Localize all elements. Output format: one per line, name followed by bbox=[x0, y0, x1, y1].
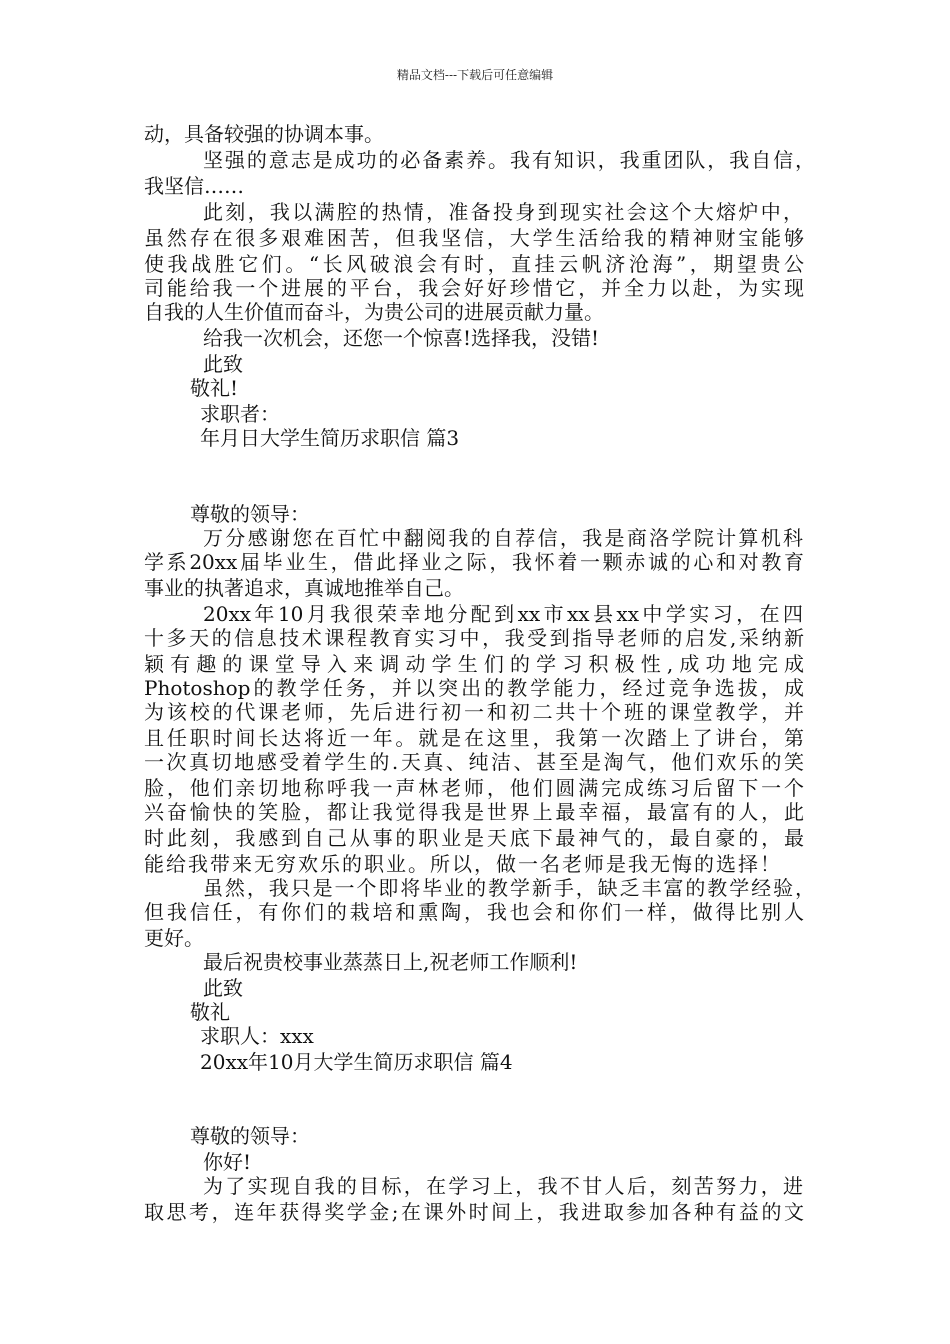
text-line: 万分感谢您在百忙中翻阅我的自荐信，我是商洛学院计算机科 bbox=[203, 526, 803, 550]
text-line: 求职者： bbox=[200, 402, 280, 426]
text-line: 坚强的意志是成功的必备素养。我有知识，我重团队，我自信， bbox=[203, 148, 815, 172]
text-line: 颖有趣的课堂导入来调动学生们的学习积极性,成功地完成 bbox=[144, 652, 804, 676]
text-line: 此致 bbox=[203, 976, 243, 1000]
text-line: 给我一次机会，还您一个惊喜!选择我，没错! bbox=[203, 326, 600, 350]
text-line: 为该校的代课老师，先后进行初一和初二共十个班的课堂教学，并 bbox=[144, 700, 804, 724]
text-line: 20xx年10月我很荣幸地分配到xx市xx县xx中学实习，在四 bbox=[203, 602, 803, 626]
text-line: 时此刻，我感到自己从事的职业是天底下最神气的，最自豪的，最 bbox=[144, 826, 804, 850]
text-line: 你好! bbox=[203, 1150, 252, 1174]
text-line: 我坚信…… bbox=[144, 174, 244, 198]
text-line: 司能给我一个进展的平台，我会好好珍惜它，并全力以赴，为实现 bbox=[144, 276, 804, 300]
text-line: 最后祝贵校事业蒸蒸日上,祝老师工作顺利! bbox=[203, 950, 578, 974]
text-line: 虽然，我只是一个即将毕业的教学新手，缺乏丰富的教学经验， bbox=[203, 876, 815, 900]
text-line: 虽然存在很多艰难困苦，但我坚信，大学生活给我的精神财宝能够 bbox=[144, 226, 804, 250]
text-line: 敬礼 bbox=[190, 1000, 230, 1024]
text-line: 脸，他们亲切地称呼我一声林老师，他们圆满完成练习后留下一个 bbox=[144, 776, 804, 800]
text-line: 此刻，我以满腔的热情，准备投身到现实社会这个大熔炉中， bbox=[203, 200, 803, 224]
text-line: 且任职时间长达将近一年。就是在这里，我第一次踏上了讲台，第 bbox=[144, 726, 804, 750]
text-line: 取思考，连年获得奖学金;在课外时间上，我进取参加各种有益的文 bbox=[144, 1200, 804, 1224]
text-line: 年月日大学生简历求职信 篇3 bbox=[200, 426, 460, 450]
text-line: 但我信任，有你们的栽培和熏陶，我也会和你们一样，做得比别人 bbox=[144, 900, 804, 924]
text-line: 尊敬的领导： bbox=[190, 1124, 310, 1148]
text-line: 更好。 bbox=[144, 926, 204, 950]
text-line: 十多天的信息技术课程教育实习中，我受到指导老师的启发,采纳新 bbox=[144, 626, 804, 650]
text-line: 动，具备较强的协调本事。 bbox=[144, 122, 384, 146]
text-line: 此致 bbox=[203, 352, 243, 376]
text-line: 一次真切地感受着学生的.天真、纯洁、甚至是淘气，他们欢乐的笑 bbox=[144, 750, 804, 774]
text-line: 为了实现自我的目标，在学习上，我不甘人后，刻苦努力，进 bbox=[203, 1174, 803, 1198]
text-line: 学系20xx届毕业生，借此择业之际，我怀着一颗赤诚的心和对教育 bbox=[144, 550, 804, 574]
page-header: 精品文档---下载后可任意编辑 bbox=[396, 68, 554, 82]
text-line: 求职人：xxx bbox=[200, 1024, 314, 1048]
text-line: Photoshop的教学任务，并以突出的教学能力，经过竞争选拔，成 bbox=[144, 676, 804, 700]
text-line: 事业的执著追求，真诚地推举自己。 bbox=[144, 576, 464, 600]
text-line: 敬礼! bbox=[190, 376, 239, 400]
text-line: 自我的人生价值而奋斗，为贵公司的进展贡献力量。 bbox=[144, 300, 604, 324]
text-line: 能给我带来无穷欢乐的职业。所以，做一名老师是我无悔的选择！ bbox=[144, 852, 780, 876]
text-line: 兴奋愉快的笑脸，都让我觉得我是世界上最幸福，最富有的人，此 bbox=[144, 800, 804, 824]
text-line: 尊敬的领导： bbox=[190, 502, 310, 526]
text-line: 20xx年10月大学生简历求职信 篇4 bbox=[200, 1050, 513, 1074]
text-line: 使我战胜它们。“长风破浪会有时，直挂云帆济沧海”，期望贵公 bbox=[144, 252, 804, 276]
